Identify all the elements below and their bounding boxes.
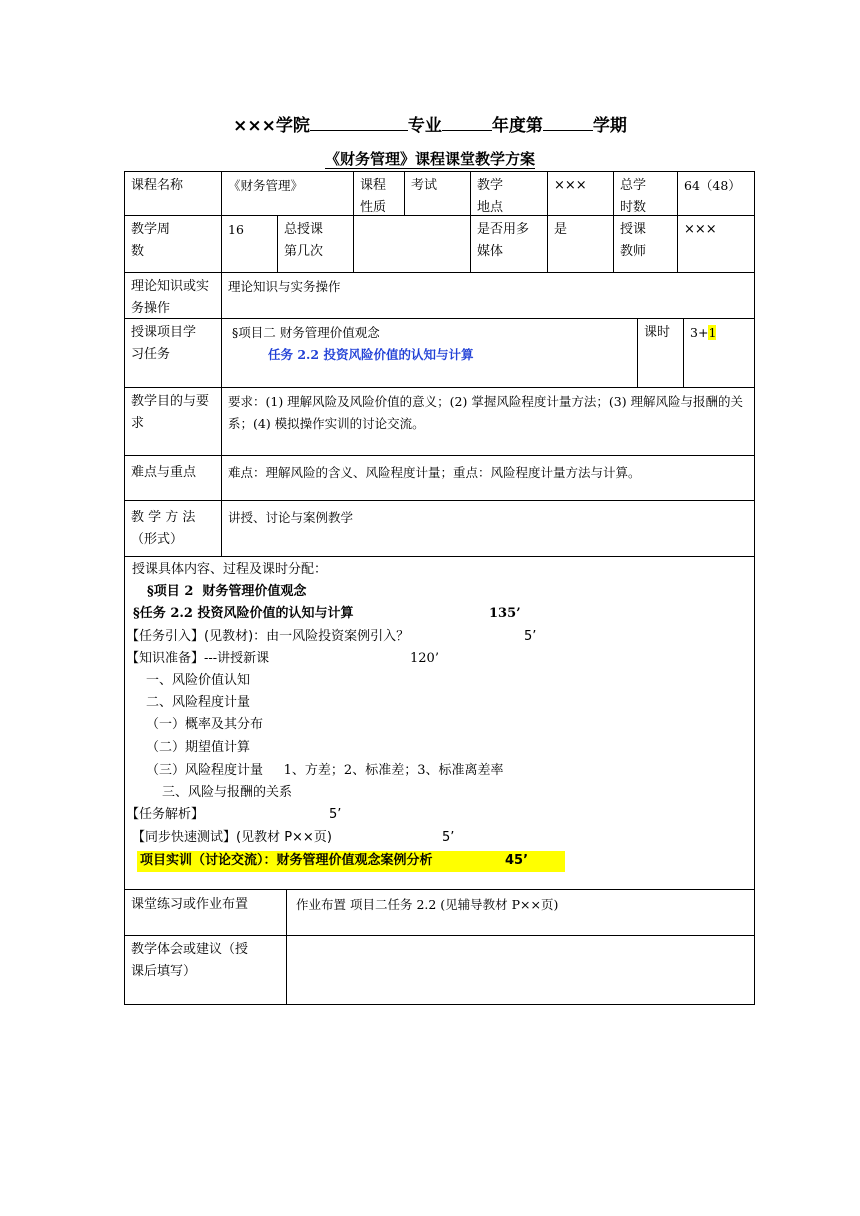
weeks-label: 教学周数	[124, 215, 222, 273]
type-label: 理论知识或实务操作	[124, 272, 222, 319]
teacher-label: 授课教师	[613, 215, 678, 273]
term-label: 学期	[592, 116, 627, 136]
task-line: 任务 2.2 投资风险价值的认知与计算	[268, 347, 474, 362]
term-blank	[543, 113, 593, 131]
type-value: 理论知识与实务操作	[221, 272, 755, 319]
goal-value: 要求：(1) 理解风险及风险价值的意义；(2) 掌握风险程度计量方法；(3) 理解风险与报酬的关系；(4) 模拟操作实训的讨论交流。	[221, 387, 755, 456]
project-label: 授课项目学习任务	[124, 318, 222, 388]
total-hours-value: 64（48）	[677, 171, 755, 216]
project-value	[221, 318, 638, 388]
homework-label: 课堂练习或作业布置	[124, 889, 287, 936]
content-task: §任务 2.2 投资风险价值的认知与计算	[133, 606, 354, 621]
content-practice-time: 45’	[505, 853, 529, 868]
content-analysis-time: 5’	[329, 807, 342, 822]
reflection-value	[286, 935, 755, 1005]
year-blank	[442, 113, 492, 131]
year-label: 年度第	[491, 116, 543, 136]
class-hours-value: 3+1	[683, 318, 755, 388]
content-intro: 授课具体内容、过程及课时分配：	[132, 562, 328, 577]
session-value	[353, 215, 471, 273]
major-blank	[310, 113, 408, 131]
content-item-2-1: （一）概率及其分布	[146, 717, 264, 732]
content-item-1: 一、风险价值认知	[146, 673, 251, 688]
multimedia-value: 是	[547, 215, 614, 273]
page-header	[0, 113, 860, 138]
teaching-place-label: 教学地点	[470, 171, 548, 216]
content-item-2-2: （二）期望值计算	[146, 740, 251, 755]
method-value: 讲授、讨论与案例教学	[221, 500, 755, 557]
course-nature-label: 课程性质	[353, 171, 405, 216]
content-project: §项目 2 财务管理价值观念	[147, 584, 307, 599]
homework-value: 作业布置 项目二任务 2.2 (见辅导教材 P××页)	[286, 889, 755, 936]
course-name-label: 课程名称	[124, 171, 222, 216]
content-knowledge: 【知识准备】---讲授新课	[126, 651, 270, 666]
method-label: 教 学 方 法（形式）	[124, 500, 222, 557]
project-line: §项目二 财务管理价值观念	[232, 325, 380, 340]
multimedia-label: 是否用多媒体	[470, 215, 548, 273]
content-analysis: 【任务解析】	[126, 807, 205, 822]
content-knowledge-time: 120’	[410, 651, 439, 666]
key-value: 难点：理解风险的含义、风险程度计量；重点：风险程度计量方法与计算。	[221, 455, 755, 501]
content-quiz: 【同步快速测试】(见教材 P××页)	[132, 830, 332, 845]
content-task-time: 135’	[489, 606, 521, 621]
content-intro-task: 【任务引入】(见教材)：由一风险投资案例引入？	[126, 629, 410, 644]
goal-label: 教学目的与要求	[124, 387, 222, 456]
class-hours-label: 课时	[637, 318, 684, 388]
reflection-label: 教学体会或建议（授课后填写）	[124, 935, 287, 1005]
teaching-place-value: ×××	[547, 171, 614, 216]
teacher-value: ×××	[677, 215, 755, 273]
content-intro-task-time: 5’	[524, 629, 537, 644]
content-quiz-time: 5’	[442, 830, 455, 845]
total-hours-label: 总学时数	[613, 171, 678, 216]
weeks-value: 16	[221, 215, 278, 273]
content-item-3: 三、风险与报酬的关系	[162, 785, 293, 800]
course-nature-value: 考试	[404, 171, 471, 216]
session-label: 总授课第几次	[277, 215, 354, 273]
content-practice: 项目实训（讨论交流）：财务管理价值观念案例分析	[140, 853, 433, 868]
document-title: 《财务管理》课程课堂教学方案	[324, 150, 535, 168]
content-item-2-3: （三）风险程度计量 1、方差；2、标准差；3、标准离差率	[146, 763, 504, 778]
college-name: ×××学院	[233, 116, 310, 136]
key-label: 难点与重点	[124, 455, 222, 501]
major-label: 专业	[407, 116, 442, 136]
course-name-value: 《财务管理》	[221, 171, 354, 216]
content-item-2: 二、风险程度计量	[146, 695, 251, 710]
